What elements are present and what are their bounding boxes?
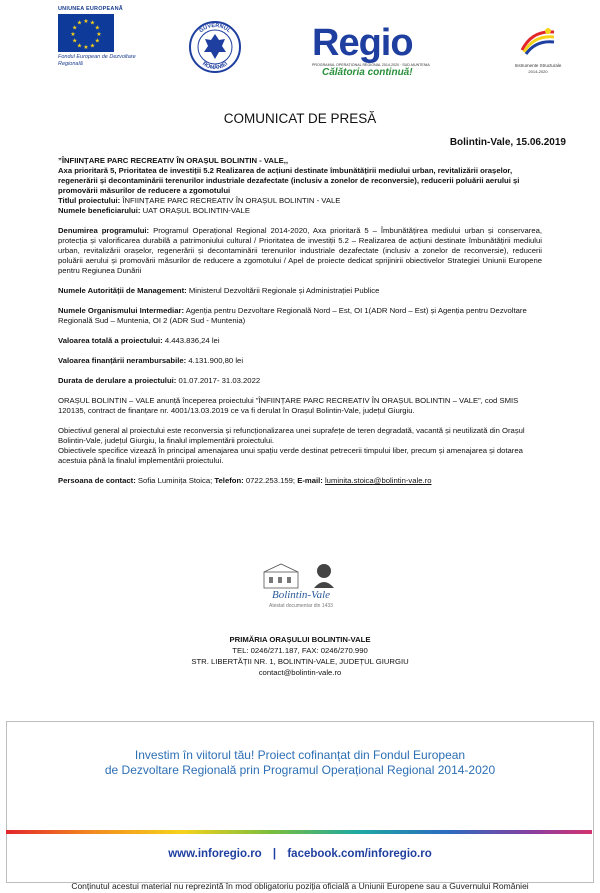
regio-wordmark: Regio (312, 22, 413, 64)
beneficiary-line: Numele beneficiarului: UAT ORAȘUL BOLINTIN-VALE (58, 206, 250, 215)
slogan-line-2: de Dezvoltare Regională prin Programul Operațional Regional 2014-2020 (104, 763, 496, 777)
color-stripe (6, 830, 592, 834)
svg-text:GUVERNUL: GUVERNUL (198, 22, 232, 35)
svg-text:★: ★ (94, 37, 100, 45)
regio-tagline: Călătoria continuă! (322, 67, 413, 78)
svg-text:★: ★ (83, 44, 89, 51)
svg-text:★: ★ (94, 24, 100, 32)
intermediary-paragraph: Numele Organismului Intermediar: Agenția pentru Dezvoltare Regională Nord – Est, OI 1(ADR Nord – Est) și Agenția pentru Dezvoltare Regională Sud – Muntenia, OI 2 (ADR Sud - Muntenia) (58, 306, 527, 325)
instrumente-label: Instrumente Structurale (514, 63, 562, 68)
eu-logo-label: UNIUNEA EUROPEANĂ (58, 6, 123, 12)
svg-text:★: ★ (83, 18, 89, 25)
total-value-line: Valoarea totală a proiectului: 4.443.836,24 lei (58, 336, 220, 345)
facebook-link[interactable]: facebook.com/inforegio.ro (287, 848, 432, 860)
dateline: Bolintin-Vale, 15.06.2019 (449, 137, 566, 148)
government-of-romania-logo (188, 20, 242, 74)
regio-logo (312, 24, 442, 78)
project-title-line: Titlul proiectului: ÎNFIINȚARE PARC RECREATIV ÎN ORAȘUL BOLINTIN - VALE (58, 196, 341, 205)
general-objective-paragraph: Obiectivul general al proiectului este reconversia și refuncționalizarea unei suprafețe de teren degradată, vacantă și neutilizată din Orașul Bolintin-Vale, județul Giurgiu, la finalul implementării proiectului. (58, 426, 525, 445)
town-hall-address: STR. LIBERTĂȚII NR. 1, BOLINTIN-VALE, JUDEȚUL GIURGIU (191, 657, 409, 666)
town-hall-email: contact@bolintin-vale.ro (258, 668, 342, 677)
funding-slogan (0, 748, 600, 778)
bolintin-logo-wordmark: Bolintin-Vale (271, 589, 331, 601)
svg-text:★: ★ (76, 19, 83, 27)
bolintin-logo-caption: Atestat documentar din 1433 (269, 603, 333, 609)
town-hall-contact-block (0, 634, 600, 678)
bolintin-vale-logo (260, 558, 342, 610)
regio-subtitle: PROGRAMUL OPERAȚIONAL REGIONAL 2014-2020 · SUD-MUNTENIA (312, 63, 430, 67)
announcement-paragraph: ORAȘUL BOLINTIN – VALE anunță începerea proiectului ”ÎNFIINȚARE PARC RECREATIV ÎN ORAȘUL BOLINTIN – VALE”, cod SMIS 120135, contract de finanțare nr. 4001/13.03.2019 ce va fi derulat în Orașul Bolintin-Vale, județul Giurgiu. (58, 396, 519, 415)
town-hall-phone: TEL: 0246/271.187, FAX: 0246/270.990 (232, 646, 368, 655)
slogan-line-1: Investim în viitorul tău! Proiect cofinanțat din Fondul European (134, 748, 466, 762)
eu-flag-icon (58, 14, 114, 52)
eu-logo (58, 6, 138, 68)
svg-text:ROMÂNIEI: ROMÂNIEI (201, 61, 229, 72)
instrumente-flag-icon (518, 26, 558, 56)
priority-axis-text: Axa prioritară 5, Prioritatea de investiții 5.2 Realizarea de acțiuni destinate îmbunătățirii mediului urban, revitalizării orașelor, regenerării și decontaminării terenurilor industriale dezafectate (inclusiv a zonelor de reconversie), reducerii poluării aerului și promovării măsurilor de reducere a zgomotului (58, 166, 520, 195)
svg-text:★: ★ (72, 37, 78, 45)
contact-line: Persoana de contact: Sofia Luminița Stoica; Telefon: 0722.253.159; E-mail: luminita.stoica@bolintin-vale.ro (58, 476, 432, 485)
instrumente-structurale-logo (508, 26, 568, 74)
disclaimer: Conținutul acestui material nu reprezintă în mod obligatoriu poziția oficială a Uniunii Europene sau a Guvernului României (71, 881, 529, 891)
town-hall-name: PRIMĂRIA ORAȘULUI BOLINTIN-VALE (229, 635, 371, 644)
web-links (0, 848, 600, 860)
svg-text:★: ★ (76, 42, 83, 50)
contact-email-link[interactable]: luminita.stoica@bolintin-vale.ro (324, 476, 432, 485)
grant-value-line: Valoarea finanțării nerambursabile: 4.131.900,80 lei (58, 356, 244, 365)
program-paragraph: Denumirea programului: Programul Operațional Regional 2014-2020, Axa prioritară 5 – Îmbunătățirea mediului urban și conservarea, protecția și valorificarea durabilă a patrimoniului cultural / Prioritatea de investiții 5.2 – Realizarea de acțiuni destinate îmbunătățirii mediului urban, revitalizării orașelor, regenerării și decontaminării terenurilor industriale dezafectate (inclusiv a zonelor de reconversie), reducerii poluării aerului și promovării măsurilor de reducere a zgomotului / Apel de proiecte dedicat sprijinirii obiectivelor Strategiei Uniunii Europene pentru Regiunea Dunării (58, 226, 543, 275)
svg-text:★: ★ (72, 24, 78, 32)
specific-objective-paragraph: Obiectivele specifice vizează în principal amenajarea unui spațiu verde destinat petrecerii timpului liber, precum și amenajarea și dotarea acestuia până la finalul implementării proiectului. (58, 446, 523, 465)
svg-text:★: ★ (70, 31, 76, 38)
duration-line: Durata de derulare a proiectului: 01.07.2017- 31.03.2022 (58, 376, 261, 385)
authority-line: Numele Autorității de Management: Ministerul Dezvoltării Regionale și Administrației Publice (58, 286, 380, 295)
project-headline: ”ÎNFIINȚARE PARC RECREATIV ÎN ORAȘUL BOLINTIN - VALE,, (58, 156, 289, 165)
eu-fund-label: Fondul European de Dezvoltare Regională (58, 54, 136, 67)
svg-text:★: ★ (96, 31, 102, 38)
links-separator: | (272, 848, 277, 860)
press-release-body (58, 156, 542, 486)
instrumente-years: 2014-2020 (528, 69, 548, 74)
inforegio-website-link[interactable]: www.inforegio.ro (168, 848, 262, 860)
svg-text:★: ★ (89, 42, 96, 50)
page-title: COMUNICAT DE PRESĂ (223, 111, 377, 126)
svg-text:★: ★ (89, 19, 96, 27)
